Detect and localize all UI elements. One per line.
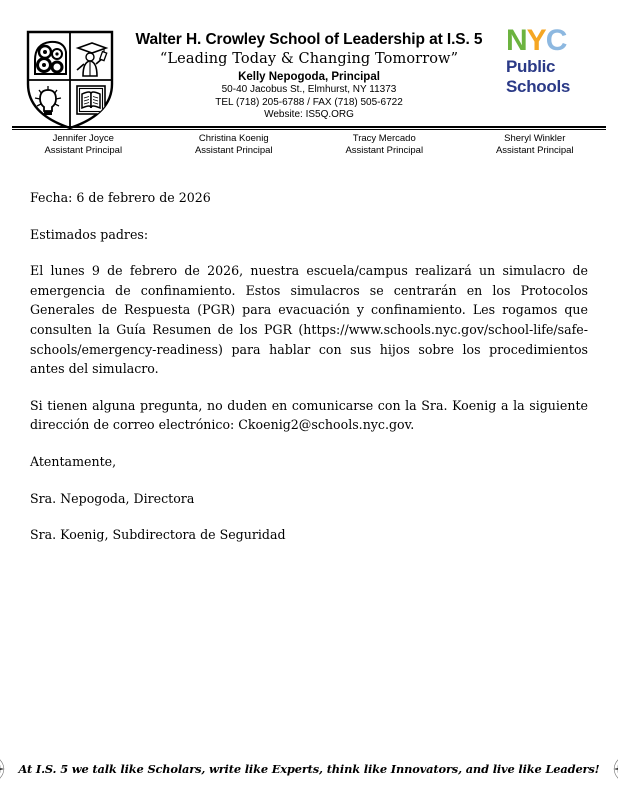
letter-date: Fecha: 6 de febrero de 2026	[30, 190, 211, 205]
compass-rose-icon	[610, 752, 618, 786]
divider-thin-line	[12, 129, 606, 130]
school-address: 50-40 Jacobus St., Elmhurst, NY 11373	[221, 84, 397, 95]
letter-body	[30, 188, 588, 562]
assistant-principals-row	[8, 133, 610, 157]
letter-closing: Atentamente,	[30, 453, 117, 469]
header-text-block	[118, 30, 500, 122]
school-name: Walter H. Crowley School of Leadership at I.S. 5	[135, 31, 483, 48]
assistant-principal-4	[460, 133, 611, 157]
compass-rose-icon	[0, 752, 8, 786]
letter-paragraph-2: Si tienen alguna pregunta, no duden en comunicarse con la Sra. Koenig a la siguiente dirección de correo electrónico: Ckoenig2@schools.nyc.gov.	[30, 397, 588, 433]
nyc-subtitle-public: Public	[506, 57, 556, 76]
assistant-principal-3	[309, 133, 460, 157]
ap-title: Assistant Principal	[194, 145, 273, 156]
nyc-letter-y: Y	[526, 24, 546, 57]
divider-thick-line	[12, 126, 606, 128]
school-motto: “Leading Today & Changing Tomorrow”	[159, 51, 459, 67]
principal-name: Kelly Nepogoda, Principal	[238, 71, 380, 83]
page-footer	[0, 752, 618, 786]
nyc-letter-n: N	[506, 24, 527, 57]
letter-signature-principal: Sra. Nepogoda, Directora	[30, 490, 195, 506]
school-crest-icon	[20, 26, 120, 132]
school-phone-fax: TEL (718) 205-6788 / FAX (718) 505-6722	[215, 96, 403, 108]
ap-name: Tracy Mercado	[352, 133, 416, 144]
nyc-letter-c: C	[545, 24, 567, 57]
footer-motto: At I.S. 5 we talk like Scholars, write like Experts, think like Innovators, and live like Leaders!	[18, 762, 600, 776]
nyc-wordmark	[506, 26, 598, 56]
letter-paragraph-1: El lunes 9 de febrero de 2026, nuestra escuela/campus realizará un simulacro de emergencia de confinamiento. Estos simulacros se centrarán en los Protocolos Generales de Respuesta (PGR) para evacuación y confinamiento. Les rogamos que consulten la Guía Resumen de los PGR (https://www.schools.nyc.gov/school-life/safe-schools/emergency-readiness) para hablar con sus hijos sobre los procedimientos antes del simulacro.	[30, 263, 588, 377]
nyc-subtitle-schools: Schools	[506, 77, 571, 96]
nyc-public-schools-logo	[506, 26, 598, 96]
ap-title: Assistant Principal	[495, 145, 574, 156]
letter-salutation: Estimados padres:	[30, 226, 149, 242]
ap-name: Christina Koenig	[198, 133, 269, 144]
ap-title: Assistant Principal	[345, 145, 424, 156]
ap-name: Sheryl Winkler	[504, 133, 566, 144]
header-divider	[12, 126, 606, 130]
open-book-icon	[77, 86, 105, 114]
ap-name: Jennifer Joyce	[52, 133, 114, 144]
ap-title: Assistant Principal	[44, 145, 123, 156]
letterhead	[0, 22, 618, 122]
assistant-principal-1	[8, 133, 159, 157]
assistant-principal-2	[159, 133, 310, 157]
letter-signature-ap-security: Sra. Koenig, Subdirectora de Seguridad	[30, 527, 286, 543]
school-website: Website: IS5Q.ORG	[264, 109, 354, 120]
